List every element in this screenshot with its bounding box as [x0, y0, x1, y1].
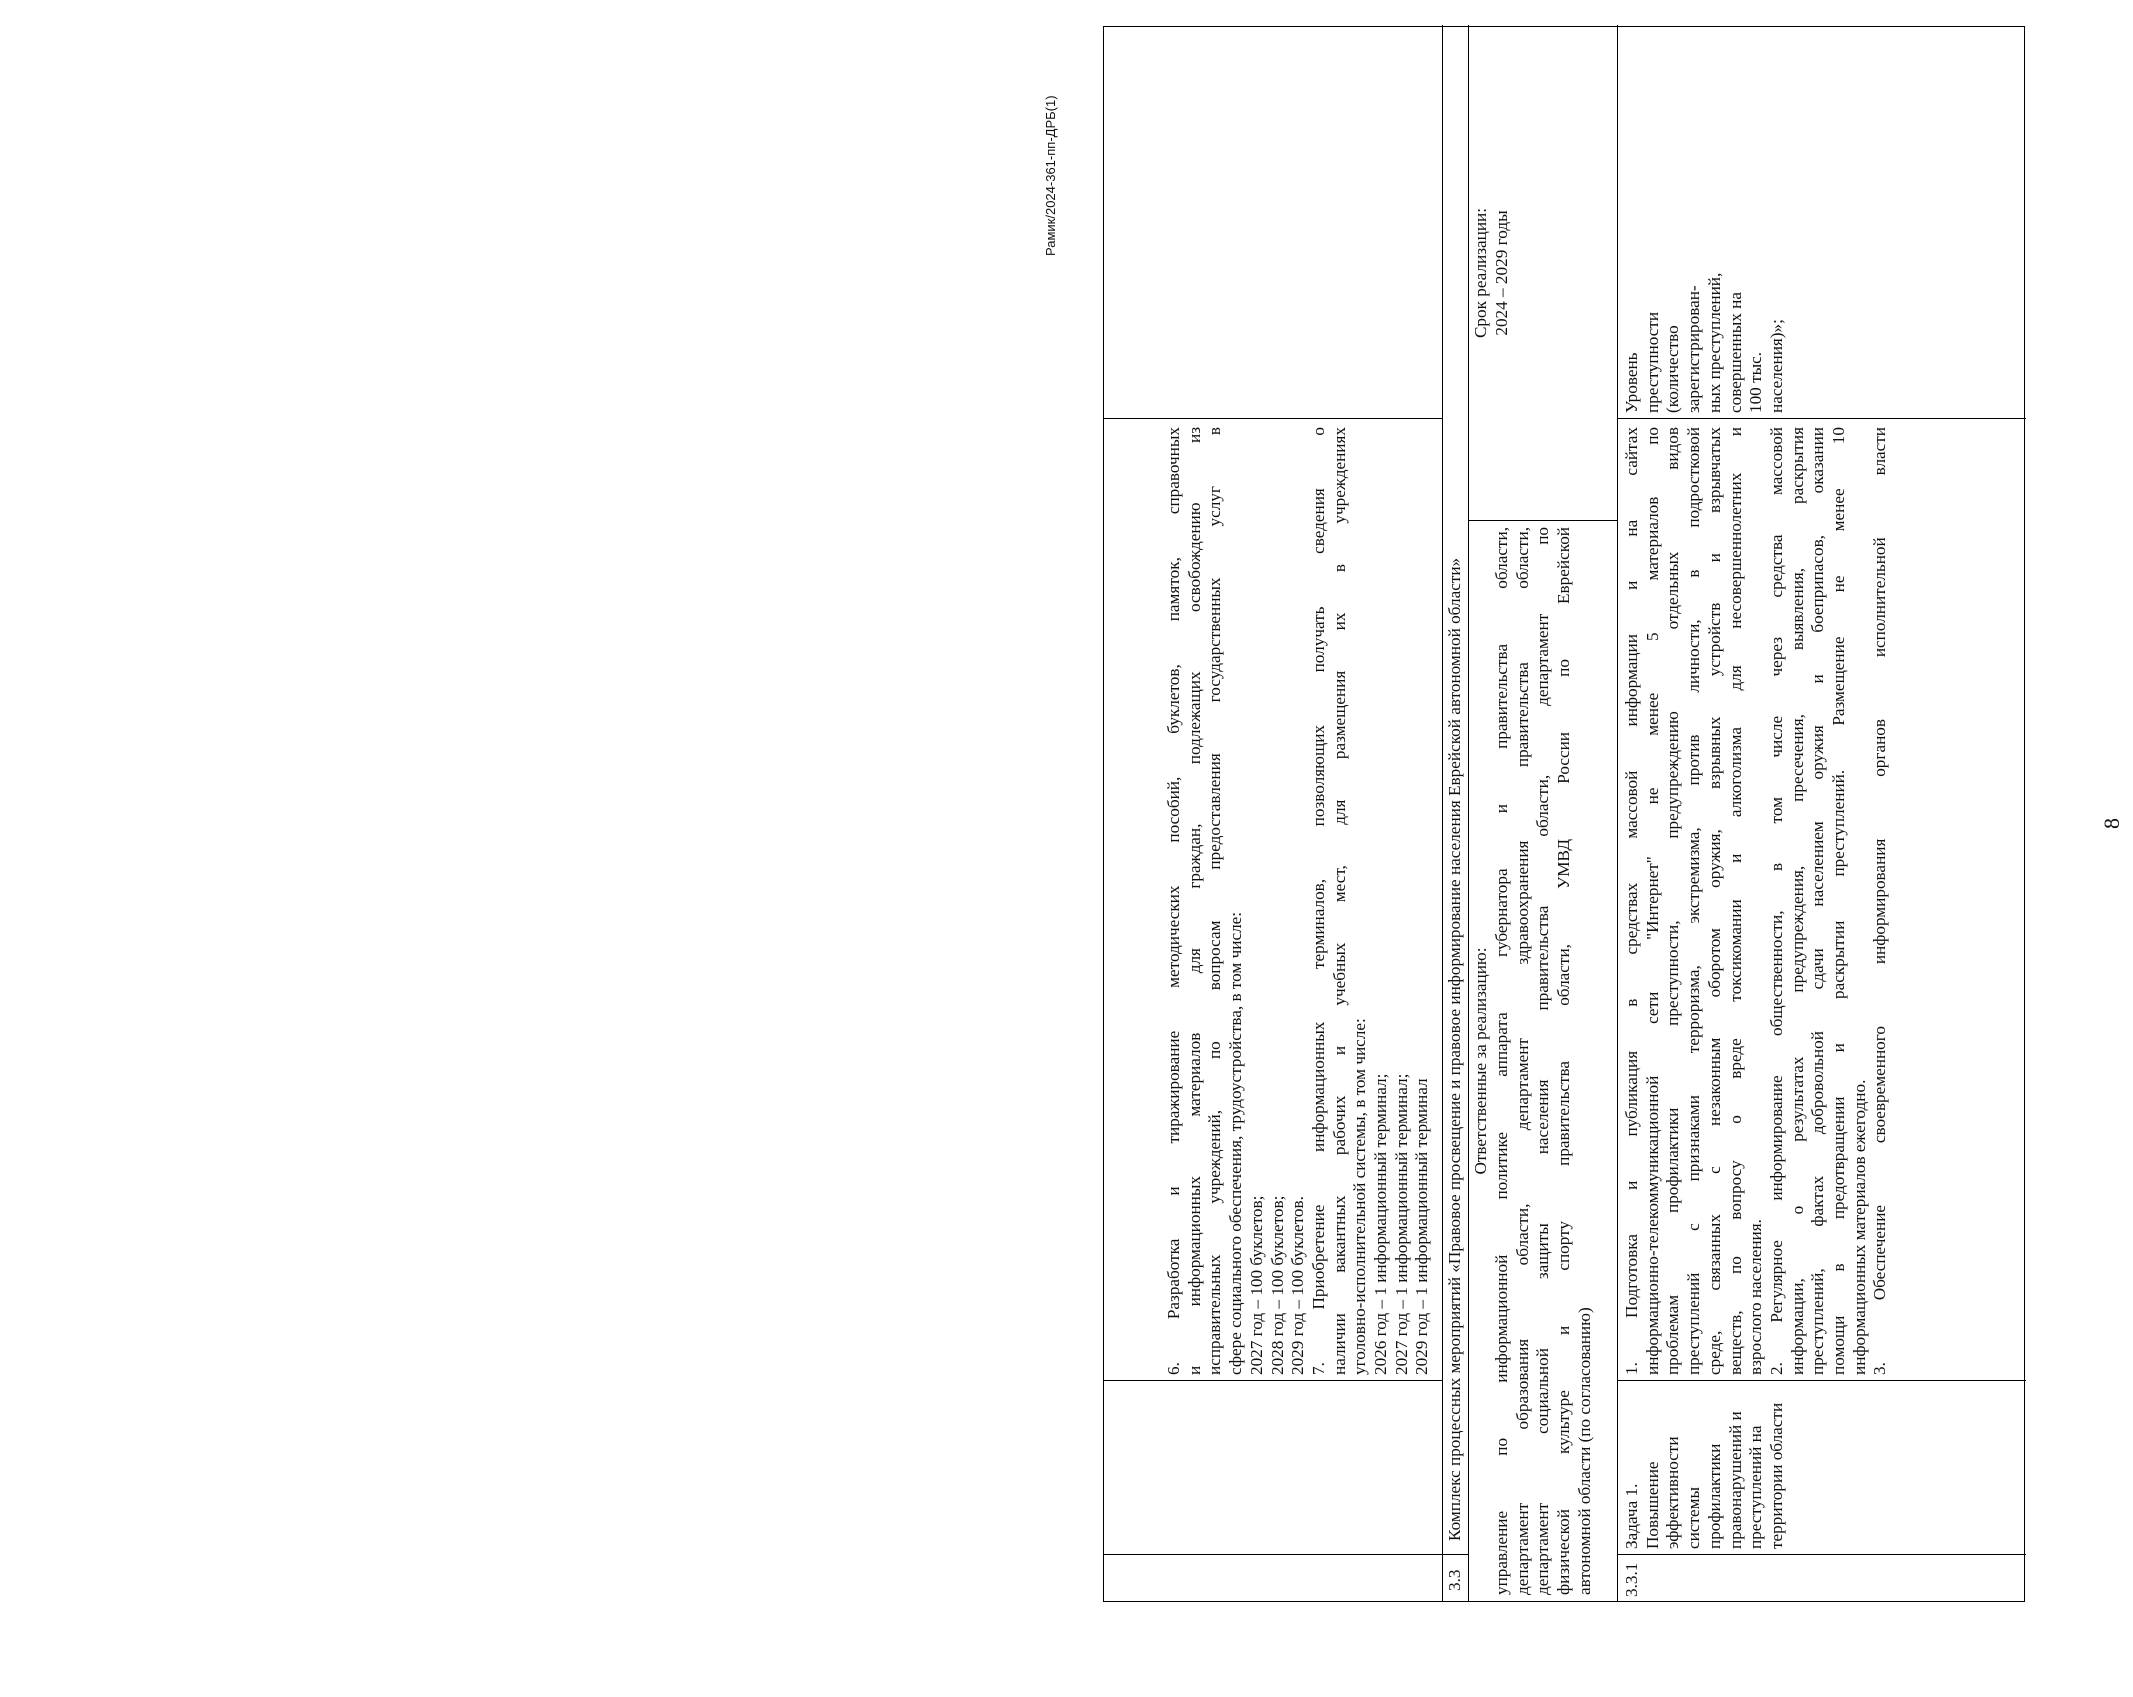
indicator-line: населения)»; — [1766, 319, 1786, 413]
footer-code: Рамик/2024-361-пп-ДРБ(1) — [1043, 95, 1058, 256]
task-line: Задача 1. — [1622, 1483, 1641, 1549]
indicator-line: Уровень — [1622, 352, 1641, 413]
measure-line: 2028 год – 100 буклетов; — [1267, 1195, 1287, 1375]
responsible-line: автономной области (по согласованию) — [1574, 1307, 1594, 1595]
measures-cell-3-3-1 — [1622, 427, 1891, 1375]
task-line: профилактики — [1704, 1443, 1724, 1549]
responsible-cell — [1492, 527, 1596, 1595]
measure-line: 2029 год – 100 буклетов. — [1288, 1196, 1308, 1375]
measure-line: уголовно-исполнительной системы, в том числе: — [1350, 1018, 1370, 1375]
task-line: территории области — [1766, 1402, 1786, 1549]
measure-line: взрослого населения. — [1746, 1219, 1766, 1375]
indicator-line: ных преступлений, — [1704, 272, 1724, 413]
measure-line: наличии вакантных рабочих и учебных мест, для размещения их в учреждениях — [1329, 427, 1349, 1375]
col-divider — [1442, 1554, 1468, 1555]
measure-line: 2029 год – 1 информационный терминал — [1412, 1078, 1432, 1375]
measure-line: 3. Обеспечение своевременного информирования органов исполнительной власти — [1870, 427, 1890, 1375]
row-divider — [1617, 25, 1618, 1601]
term-value: 2024 – 2029 годы — [1492, 210, 1511, 336]
row-divider — [1468, 25, 1469, 1601]
measure-line: веществ, по вопросу о вреде токсикомании и алкоголизма для несовершеннолетних и — [1725, 427, 1745, 1375]
rotated-page-content — [1043, 26, 2133, 1602]
measure-line: 6. Разработка и тиражирование методических пособий, буклетов, памяток, справочных — [1164, 427, 1183, 1375]
responsible-line: физической культуре и спорту правительства области, УМВД России по Еврейской — [1554, 527, 1574, 1595]
section-title: Комплекс процессных мероприятий «Правовое просвещение и правовое информирование населения Еврейской автономной области» — [1445, 557, 1464, 1541]
measure-line: преступлений с признаками терроризма, экстремизма, против личности, в подростковой — [1684, 427, 1704, 1375]
measure-line: 2027 год – 1 информационный терминал; — [1391, 1073, 1411, 1375]
measure-line: 7. Приобретение информационных терминалов, позволяющих получать сведения о — [1308, 427, 1328, 1375]
measure-line: 2026 год – 1 информационный терминал; — [1371, 1073, 1391, 1375]
measure-line: сфере социального обеспечения, трудоустройства, в том числе: — [1226, 911, 1246, 1375]
term-label: Срок реализации: — [1471, 207, 1490, 339]
measure-line: информации, о результатах предупреждения, пресечения, выявления, раскрытия — [1787, 427, 1807, 1375]
col-divider — [1617, 1554, 2026, 1555]
measure-line: 2. Регулярное информирование общественности, в том числе через средства массовой — [1766, 427, 1786, 1375]
indicator-cell — [1622, 227, 1788, 413]
measure-line: проблемам профилактики преступности, предупреждению отдельных видов — [1663, 427, 1683, 1375]
responsible-line: департамент образования области, департамент здравоохранения правительства области, — [1512, 527, 1532, 1595]
indicator-line: 100 тыс. — [1746, 351, 1766, 413]
measure-line: информационных материалов ежегодно. — [1849, 1079, 1869, 1375]
task-line: правонарушений и — [1725, 1411, 1745, 1549]
col-divider — [1104, 1380, 1442, 1381]
responsible-line: управление по информационной политике аппарата губернатора и правительства области, — [1492, 527, 1511, 1595]
measure-line: преступлений, фактах добровольной сдачи населением оружия и боеприпасов, оказании — [1808, 427, 1828, 1375]
measure-line: исправительных учреждений, по вопросам предоставления государственных услуг в — [1205, 427, 1225, 1375]
indicator-line: (количество — [1663, 325, 1683, 413]
col-divider — [1104, 1554, 1442, 1555]
task-line: эффективности — [1663, 1436, 1683, 1549]
responsible-label: Ответственные за реализацию: — [1471, 947, 1490, 1175]
task-cell — [1622, 1385, 1788, 1549]
measure-line: среде, связанных с незаконным оборотом оружия, взрывных устройств и взрывчатых — [1704, 427, 1724, 1375]
responsible-line: департамент социальной защиты населения правительства области, департамент по — [1533, 527, 1553, 1595]
measure-line: помощи в предотвращении и раскрытии преступлений. Размещение не менее 10 — [1829, 427, 1849, 1375]
task-line: преступлений на — [1746, 1425, 1766, 1549]
indicator-line: зарегистрирован- — [1684, 285, 1704, 413]
indicator-line: совершенных на — [1725, 292, 1745, 413]
measure-line: информационно-телекоммуникационной сети "Интернет" не менее 5 материалов по — [1642, 427, 1662, 1375]
program-table — [1103, 26, 2025, 1602]
indicator-line: преступности — [1642, 311, 1662, 413]
row-divider — [1442, 25, 1443, 1601]
measure-line: и информационных материалов для граждан, подлежащих освобождению из — [1184, 427, 1204, 1375]
measures-cell-top — [1164, 427, 1433, 1375]
col-divider — [1104, 418, 1442, 419]
measure-line: 1. Подготовка и публикация в средствах массовой информации и на сайтах — [1622, 427, 1641, 1375]
measure-line: 2027 год – 100 буклетов; — [1246, 1195, 1266, 1375]
col-divider — [1617, 418, 2026, 419]
col-divider — [1617, 1380, 2026, 1381]
task-line: системы — [1684, 1486, 1704, 1549]
task-line: Повышение — [1642, 1461, 1662, 1549]
section-number: 3.3 — [1445, 1569, 1464, 1591]
page-number: 8 — [2099, 818, 2124, 829]
row-number-3-3-1: 3.3.1 — [1622, 1562, 1641, 1597]
